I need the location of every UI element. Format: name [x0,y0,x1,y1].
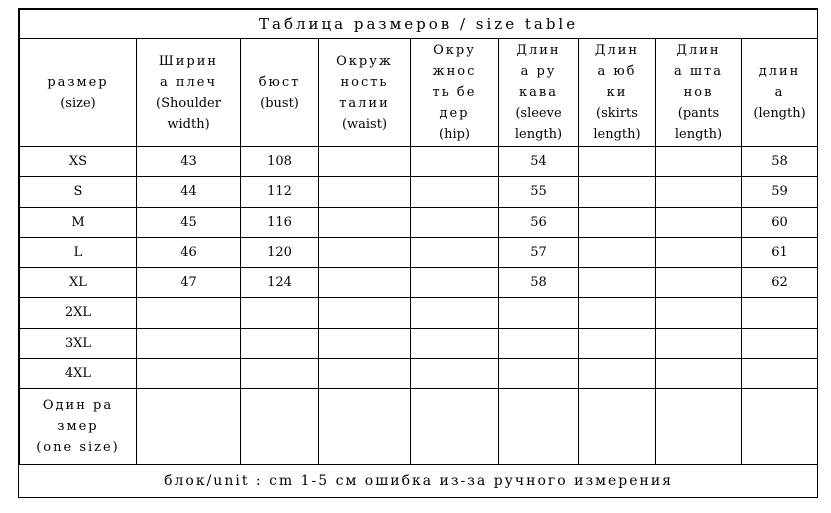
header-line: (Shoulder [156,95,221,111]
cell-waist [319,328,411,358]
header-line: нов [683,85,714,101]
header-waist [319,39,411,147]
cell-waist [319,358,411,388]
header-line: Ширин [158,53,219,69]
cell-skirts-length [579,358,656,388]
size-label-line: (one size) [36,439,120,455]
cell-hip [411,328,499,358]
cell-bust [241,298,319,328]
size-label: XL [20,268,137,298]
size-label: M [20,207,137,237]
table-row [20,358,818,388]
table-row [20,177,818,207]
size-label: L [20,237,137,267]
header-sleeve-length [499,39,579,147]
cell-pants-length [656,237,742,267]
header-line: размер [47,74,109,90]
cell-length [742,358,818,388]
cell-sleeve-length: 57 [499,237,579,267]
header-line: дер [439,106,470,122]
header-line: (pants [677,106,720,122]
cell-length: 59 [742,177,818,207]
cell-sleeve-length: 56 [499,207,579,237]
cell-skirts-length [579,207,656,237]
cell-bust [241,328,319,358]
size-label: 2XL [20,298,137,328]
header-line: length) [514,127,563,143]
table-row-one-size [20,389,818,465]
cell-waist [319,237,411,267]
cell-pants-length [656,177,742,207]
header-line: Окруж [336,53,393,69]
cell-bust: 116 [241,207,319,237]
header-line: width) [167,116,210,132]
header-line: (skirts [596,106,638,122]
header-shoulder-width [137,39,241,147]
size-label: 4XL [20,358,137,388]
cell-hip [411,147,499,177]
cell-waist [319,298,411,328]
cell-waist [319,147,411,177]
cell-bust: 120 [241,237,319,267]
header-line: а плеч [159,74,218,90]
size-label-one-size [20,389,137,465]
header-line: Длин [676,43,721,59]
size-table-frame [18,8,818,498]
cell-bust: 124 [241,268,319,298]
cell-waist [319,207,411,237]
cell-shoulder-width: 46 [137,237,241,267]
header-hip [411,39,499,147]
cell-sleeve-length [499,328,579,358]
cell-skirts-length [579,237,656,267]
cell-pants-length [656,207,742,237]
header-line: (bust) [260,95,299,111]
cell-hip [411,389,499,465]
size-table [19,9,818,497]
cell-shoulder-width [137,358,241,388]
cell-shoulder-width [137,389,241,465]
cell-shoulder-width [137,328,241,358]
cell-skirts-length [579,328,656,358]
cell-length [742,389,818,465]
table-row [20,237,818,267]
cell-length [742,298,818,328]
header-row [20,39,818,147]
header-line: (sleeve [515,106,562,122]
cell-sleeve-length: 58 [499,268,579,298]
header-pants-length [656,39,742,147]
cell-hip [411,298,499,328]
cell-shoulder-width: 44 [137,177,241,207]
cell-waist [319,177,411,207]
size-label-line: Один ра [42,397,114,413]
cell-pants-length [656,147,742,177]
cell-hip [411,358,499,388]
header-skirts-length [579,39,656,147]
cell-hip [411,268,499,298]
footer-note: блок/unit : cm 1-5 см ошибка из-за ручного измерения [20,464,818,497]
header-line: (hip) [439,127,470,143]
header-line: Длин [516,43,561,59]
header-line: длин [758,64,801,80]
header-line: а юб [597,64,637,80]
cell-bust: 108 [241,147,319,177]
table-row [20,298,818,328]
cell-pants-length [656,358,742,388]
size-label: S [20,177,137,207]
header-line: а [774,85,785,101]
cell-hip [411,177,499,207]
size-label-line: змер [57,418,99,434]
cell-length: 58 [742,147,818,177]
header-length [742,39,818,147]
header-line: (waist) [341,116,388,132]
cell-skirts-length [579,147,656,177]
header-line: ть бе [432,85,477,101]
header-line: ность [340,74,389,90]
cell-sleeve-length [499,358,579,388]
cell-pants-length [656,268,742,298]
header-line: а ру [520,64,557,80]
header-line: а шта [674,64,723,80]
header-line: бюст [258,74,301,90]
cell-sleeve-length: 55 [499,177,579,207]
header-bust [241,39,319,147]
header-size [20,39,137,147]
cell-skirts-length [579,268,656,298]
header-line: (size) [60,95,96,111]
size-label: 3XL [20,328,137,358]
size-label: XS [20,147,137,177]
cell-waist [319,268,411,298]
cell-shoulder-width: 43 [137,147,241,177]
table-row [20,268,818,298]
cell-sleeve-length [499,298,579,328]
header-line: Длин [594,43,640,59]
cell-waist [319,389,411,465]
cell-sleeve-length: 54 [499,147,579,177]
cell-shoulder-width: 45 [137,207,241,237]
header-line: length) [674,127,723,143]
cell-shoulder-width: 47 [137,268,241,298]
header-line: талии [339,95,390,111]
cell-pants-length [656,328,742,358]
header-line: жнос [432,64,477,80]
cell-shoulder-width [137,298,241,328]
cell-length: 60 [742,207,818,237]
header-line: (length) [753,106,806,122]
cell-skirts-length [579,298,656,328]
cell-length: 61 [742,237,818,267]
table-title: Таблица размеров / size table [20,10,818,39]
cell-skirts-length [579,177,656,207]
cell-pants-length [656,298,742,328]
table-row [20,328,818,358]
cell-bust: 112 [241,177,319,207]
cell-hip [411,237,499,267]
cell-bust [241,358,319,388]
header-line: Окру [433,43,476,59]
cell-hip [411,207,499,237]
header-line: кава [519,85,558,101]
cell-sleeve-length [499,389,579,465]
cell-skirts-length [579,389,656,465]
table-row [20,207,818,237]
cell-length: 62 [742,268,818,298]
cell-length [742,328,818,358]
header-line: length) [593,127,641,143]
header-line: ки [606,85,628,101]
table-row [20,147,818,177]
cell-bust [241,389,319,465]
cell-pants-length [656,389,742,465]
